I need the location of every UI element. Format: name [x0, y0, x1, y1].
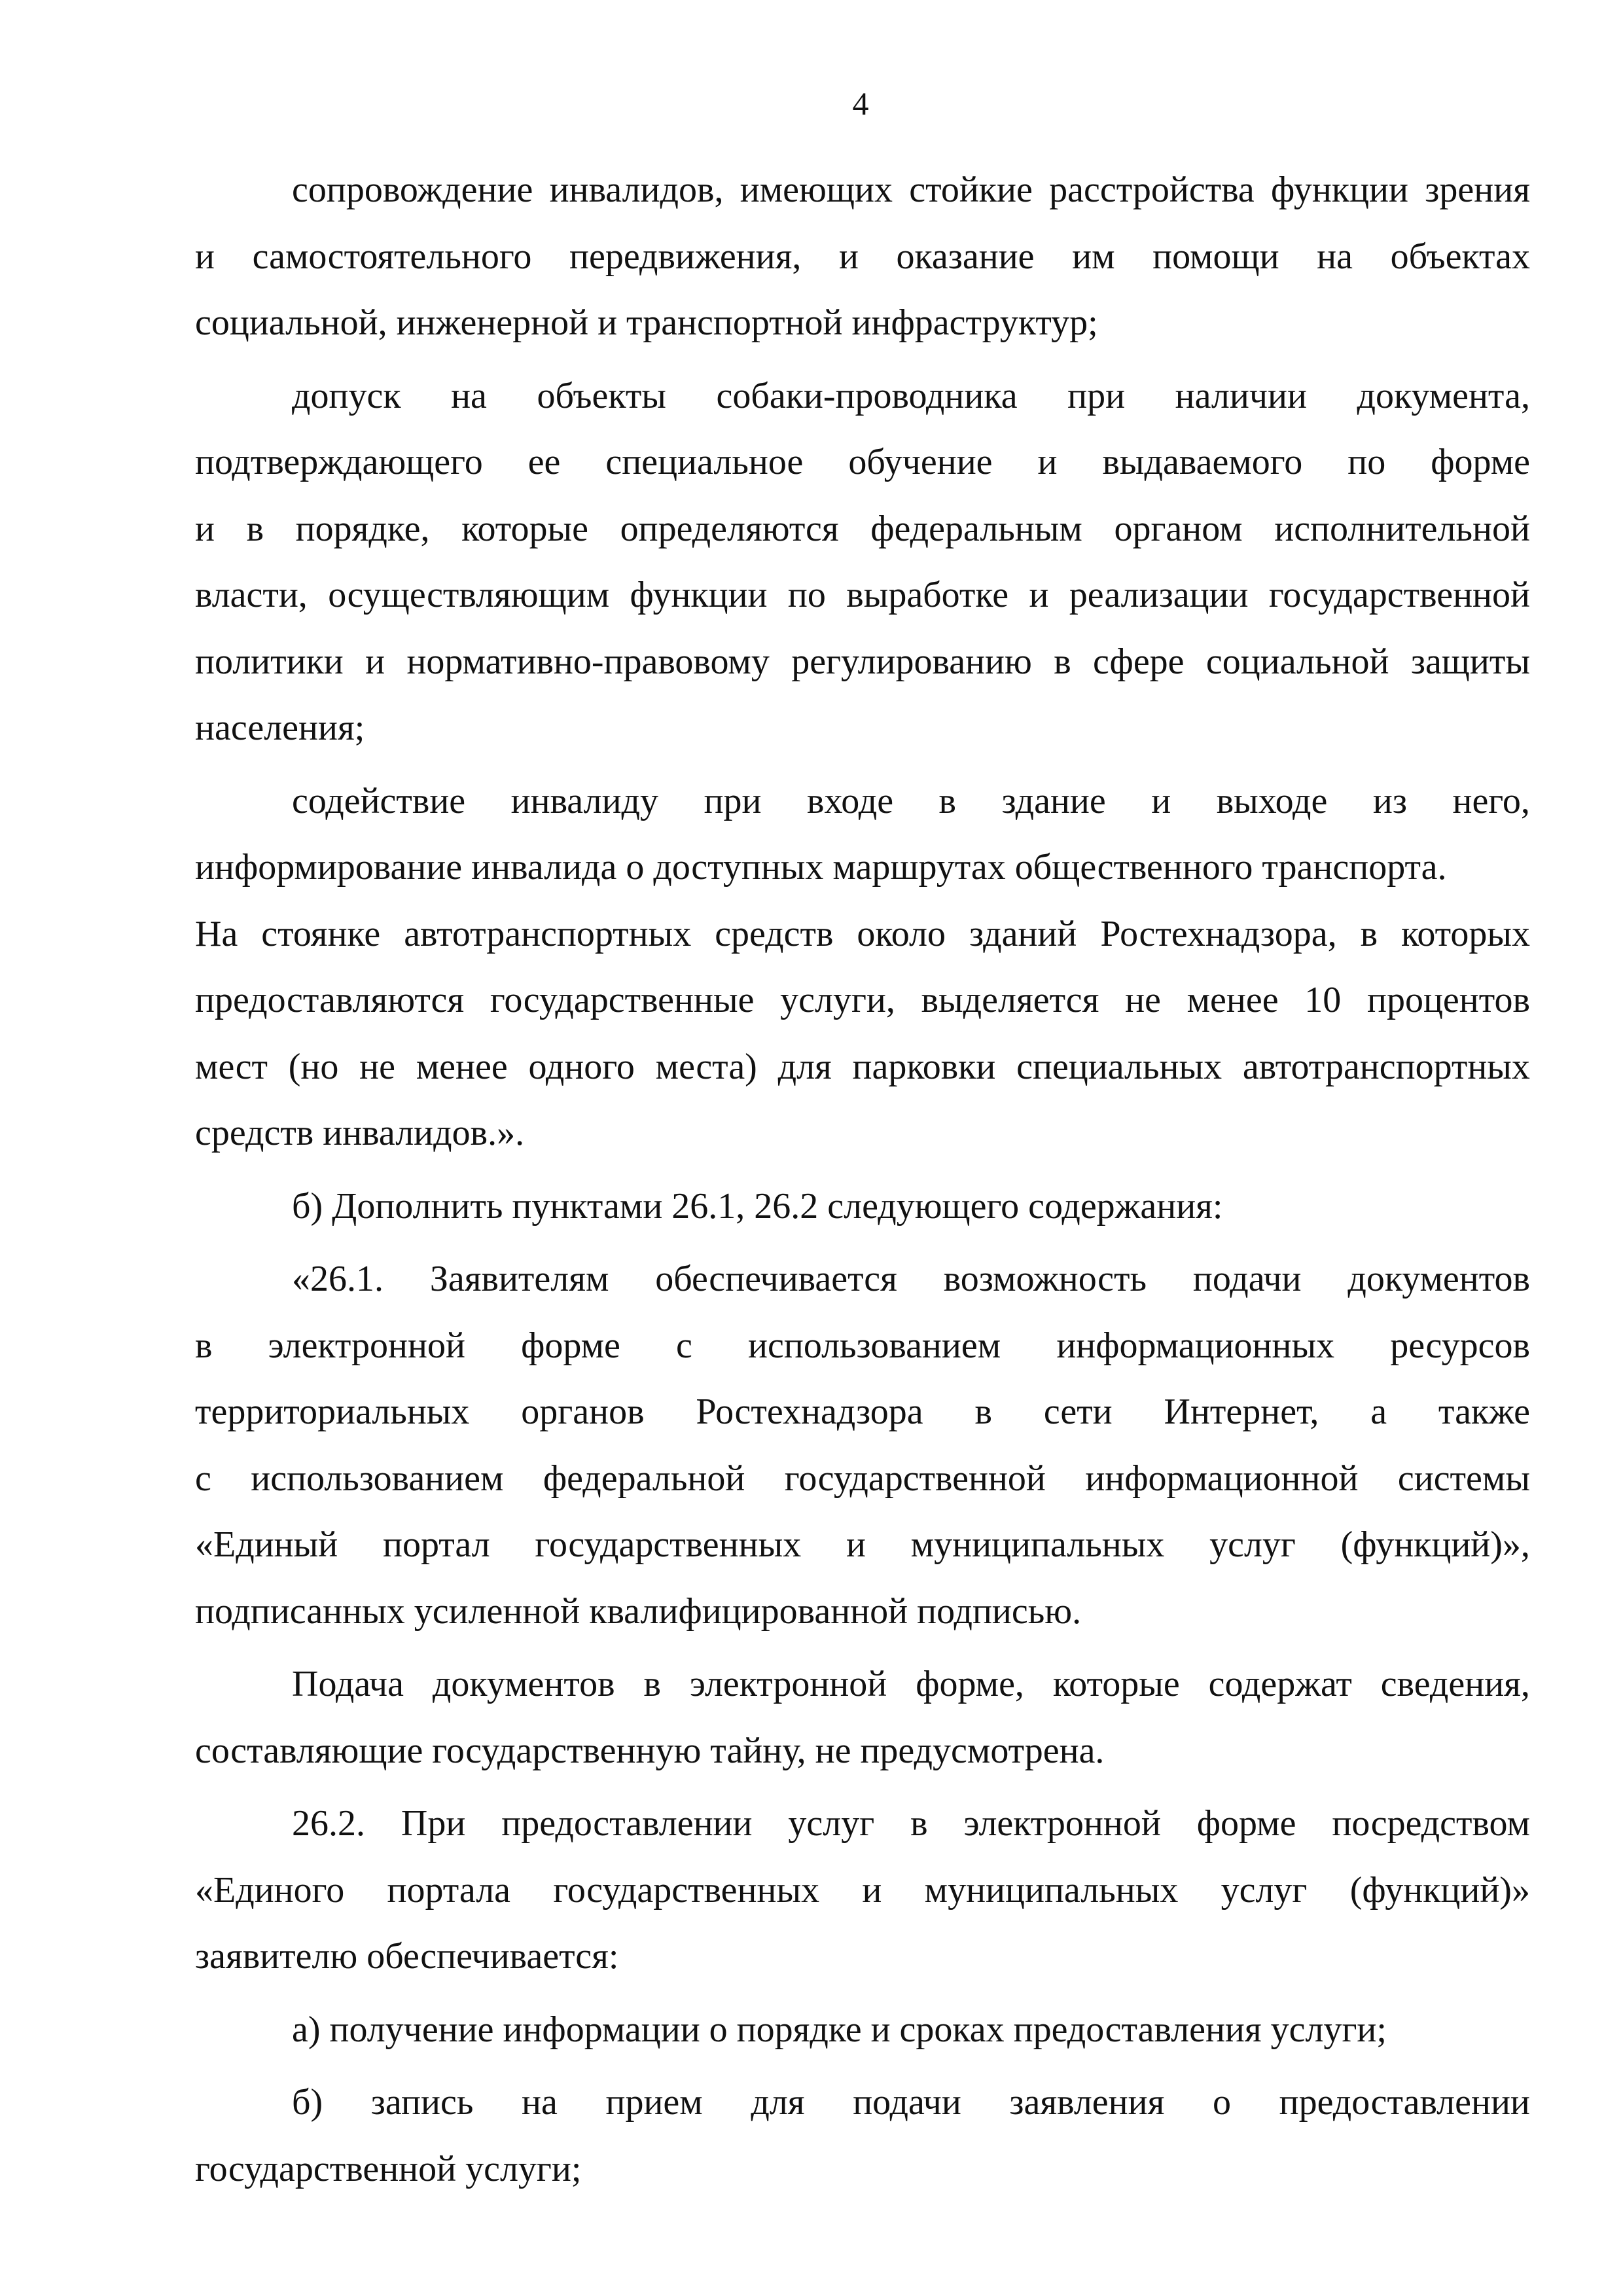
text-line	[195, 1246, 1530, 1313]
word: собаки-проводника	[716, 375, 1018, 416]
word: в	[1360, 913, 1378, 954]
word: выходе	[1216, 780, 1328, 821]
word: него,	[1452, 780, 1530, 821]
word: Заявителям	[429, 1259, 609, 1299]
word: по	[1347, 442, 1386, 482]
text-line	[195, 157, 1530, 224]
word: форме	[1196, 1803, 1296, 1844]
word: и	[862, 1869, 882, 1910]
word: форме	[1431, 442, 1530, 482]
word: наличии	[1175, 375, 1307, 416]
word: заявления	[1009, 2082, 1165, 2123]
word: 10	[1304, 980, 1342, 1020]
word: форме	[521, 1325, 620, 1366]
word: сети	[1043, 1391, 1113, 1432]
word: На	[195, 913, 238, 954]
word: объекты	[537, 375, 666, 416]
text-line	[195, 2136, 1530, 2203]
word: одного	[528, 1046, 635, 1087]
word: а) получение информации о порядке и сроках предоставления услуги;	[292, 2009, 1387, 2050]
word: обеспечивается	[655, 1259, 897, 1299]
word: выделяется	[921, 980, 1099, 1020]
word: услуг	[788, 1803, 875, 1844]
word: процентов	[1366, 980, 1530, 1020]
paragraph-p9	[195, 2070, 1530, 2202]
word: форме,	[916, 1664, 1024, 1704]
word: специальных	[1016, 1046, 1222, 1087]
word: и	[365, 641, 385, 682]
word: средств инвалидов.».	[195, 1113, 525, 1153]
word: и	[1029, 575, 1049, 615]
word: электронной	[963, 1803, 1161, 1844]
word: в	[195, 1325, 213, 1366]
text-line	[195, 290, 1530, 357]
word: б)	[292, 2082, 323, 2123]
word: (функций)»,	[1340, 1524, 1530, 1565]
word: в	[910, 1803, 928, 1844]
word: для	[751, 2082, 805, 2123]
word: федеральным	[870, 508, 1082, 549]
text-line	[195, 1718, 1530, 1785]
text-line	[195, 1379, 1530, 1446]
word: регулированию	[791, 641, 1032, 682]
word: содержат	[1208, 1664, 1352, 1704]
word: парковки	[852, 1046, 996, 1087]
paragraph-p2	[195, 363, 1530, 762]
word: подачи	[853, 2082, 961, 2123]
text-line	[195, 1857, 1530, 1924]
word: исполнительной	[1274, 508, 1530, 549]
word: политики	[195, 641, 344, 682]
word: прием	[605, 2082, 703, 2123]
word: запись	[370, 2082, 474, 2123]
word: допуск	[292, 375, 401, 416]
word: электронной	[689, 1664, 887, 1704]
word: менее	[416, 1046, 508, 1087]
word: оказание	[896, 236, 1035, 277]
word: в	[974, 1391, 992, 1432]
word: услуг	[1209, 1524, 1296, 1565]
text-line	[195, 363, 1530, 430]
word: и	[1151, 780, 1171, 821]
word: не	[1125, 980, 1161, 1020]
word: портала	[387, 1869, 511, 1910]
word: возможность	[943, 1259, 1147, 1299]
word: менее	[1186, 980, 1279, 1020]
word: документов	[1347, 1259, 1530, 1299]
word: и	[838, 236, 859, 277]
word: и	[1037, 442, 1058, 482]
word: автотранспортных	[404, 913, 692, 954]
word: и	[195, 508, 215, 549]
document-body	[195, 157, 1530, 2202]
word: инвалиду	[510, 780, 659, 821]
paragraph-p8	[195, 1997, 1530, 2064]
word: услуг	[1221, 1869, 1308, 1910]
word: функции	[630, 575, 768, 615]
text-line	[195, 1100, 1530, 1167]
text-line	[195, 768, 1530, 835]
word: выдаваемого	[1102, 442, 1303, 482]
word: содействие	[292, 780, 466, 821]
word: здание	[1001, 780, 1106, 821]
word: помощи	[1152, 236, 1279, 277]
word: в	[1054, 641, 1071, 682]
word: и	[195, 236, 215, 277]
word: инвалидов,	[549, 170, 724, 210]
word: Ростехнадзора,	[1100, 913, 1337, 954]
word: подачи	[1192, 1259, 1302, 1299]
word: составляющие государственную тайну, не предусмотрена.	[195, 1730, 1105, 1771]
paragraph-p3	[195, 768, 1530, 1167]
word: сведения,	[1380, 1664, 1530, 1704]
word: о	[1213, 2082, 1231, 2123]
word: определяются	[620, 508, 839, 549]
word: места)	[655, 1046, 757, 1087]
word: (функций)»	[1349, 1869, 1530, 1910]
word: «26.1.	[292, 1259, 383, 1299]
word: не	[359, 1046, 395, 1087]
word: специальное	[605, 442, 804, 482]
word: «Единый	[195, 1524, 338, 1565]
text-line	[195, 901, 1530, 968]
word: передвижения,	[569, 236, 802, 277]
word: имеющих	[740, 170, 893, 210]
text-line	[195, 1997, 1530, 2064]
word: порядке,	[295, 508, 430, 549]
word: в	[246, 508, 264, 549]
word: услуги,	[780, 980, 895, 1020]
word: объектах	[1390, 236, 1530, 277]
text-line	[195, 967, 1530, 1034]
word: для	[777, 1046, 832, 1087]
word: государственной услуги;	[195, 2148, 582, 2189]
text-line	[195, 1512, 1530, 1579]
text-line	[195, 1651, 1530, 1718]
word: сопровождение	[292, 170, 533, 210]
paragraph-p7	[195, 1791, 1530, 1990]
word: в	[938, 780, 956, 821]
word: При	[401, 1803, 466, 1844]
text-line	[195, 1924, 1530, 1990]
word: которые	[1052, 1664, 1180, 1704]
word: предоставлении	[501, 1803, 753, 1844]
word: расстройства	[1049, 170, 1255, 210]
text-line	[195, 1174, 1530, 1240]
word: подписанных усиленной квалифицированной подписью.	[195, 1590, 1082, 1632]
text-line	[195, 834, 1530, 901]
word: электронной	[268, 1325, 465, 1366]
word: автотранспортных	[1242, 1046, 1530, 1087]
word: органов	[521, 1391, 645, 1432]
text-line	[195, 1313, 1530, 1380]
word: из	[1372, 780, 1407, 821]
paragraph-p4	[195, 1174, 1530, 1240]
word: зрения	[1425, 170, 1530, 210]
text-line	[195, 562, 1530, 629]
text-line	[195, 695, 1530, 762]
word: функции	[1271, 170, 1408, 210]
paragraph-p1	[195, 157, 1530, 357]
word: и	[846, 1524, 866, 1565]
word: стойкие	[909, 170, 1033, 210]
word: заявителю обеспечивается:	[195, 1936, 619, 1977]
word: власти,	[195, 575, 308, 615]
word: с	[676, 1325, 692, 1366]
word: на	[1317, 236, 1353, 277]
word: а	[1370, 1391, 1387, 1432]
word: (но	[288, 1046, 339, 1087]
word: использованием	[748, 1325, 1001, 1366]
word: федеральной	[543, 1458, 745, 1499]
text-line	[195, 496, 1530, 563]
word: обучение	[848, 442, 993, 482]
word: государственной	[784, 1458, 1046, 1499]
word: сфере	[1093, 641, 1185, 682]
word: государственных	[535, 1524, 802, 1565]
text-line	[195, 224, 1530, 291]
word: предоставлении	[1279, 2082, 1530, 2123]
text-line	[195, 629, 1530, 696]
word: на	[522, 2082, 558, 2123]
paragraph-p6	[195, 1651, 1530, 1784]
word: муниципальных	[924, 1869, 1179, 1910]
word: мест	[195, 1046, 268, 1087]
word: государственных	[553, 1869, 820, 1910]
text-line	[195, 2070, 1530, 2136]
text-line	[195, 1791, 1530, 1857]
word: использованием	[251, 1458, 504, 1499]
word: «Единого	[195, 1869, 345, 1910]
word: информационных	[1056, 1325, 1335, 1366]
word: осуществляющим	[328, 575, 610, 615]
word: населения;	[195, 708, 365, 748]
word: на	[451, 375, 487, 416]
word: которых	[1401, 913, 1530, 954]
word: портал	[382, 1524, 490, 1565]
word: Интернет,	[1164, 1391, 1319, 1432]
text-line	[195, 429, 1530, 496]
word: им	[1072, 236, 1115, 277]
word: Подача	[292, 1664, 404, 1704]
word: информационной	[1085, 1458, 1359, 1499]
word: входе	[807, 780, 894, 821]
word: реализации	[1069, 575, 1249, 615]
word: самостоятельного	[252, 236, 532, 277]
word: около	[857, 913, 946, 954]
word: защиты	[1410, 641, 1530, 682]
word: которые	[461, 508, 588, 549]
word: органом	[1114, 508, 1243, 549]
word: государственные	[490, 980, 755, 1020]
word: системы	[1397, 1458, 1530, 1499]
word: Ростехнадзора	[696, 1391, 923, 1432]
word: б) Дополнить пунктами 26.1, 26.2 следующего содержания:	[292, 1185, 1223, 1227]
word: социальной, инженерной и транспортной инфраструктур;	[195, 302, 1098, 343]
word: выработке	[846, 575, 1009, 615]
word: в	[643, 1664, 661, 1704]
word: ее	[527, 442, 561, 482]
word: средств	[715, 913, 834, 954]
word: документов	[432, 1664, 615, 1704]
text-line	[195, 1446, 1530, 1513]
word: стоянке	[261, 913, 381, 954]
word: 26.2.	[292, 1803, 365, 1844]
word: ресурсов	[1390, 1325, 1530, 1366]
word: территориальных	[195, 1391, 470, 1432]
word: с	[195, 1458, 211, 1499]
word: посредством	[1332, 1803, 1530, 1844]
word: при	[704, 780, 762, 821]
word: муниципальных	[910, 1524, 1165, 1565]
word: при	[1067, 375, 1126, 416]
word: по	[787, 575, 826, 615]
word: подтверждающего	[195, 442, 483, 482]
word: предоставляются	[195, 980, 465, 1020]
word: также	[1438, 1391, 1530, 1432]
word: зданий	[969, 913, 1077, 954]
word: информирование инвалида о доступных маршрутах общественного транспорта.	[195, 847, 1447, 888]
word: нормативно-правовому	[406, 641, 770, 682]
word: документа,	[1357, 375, 1530, 416]
text-line	[195, 1579, 1530, 1645]
text-line	[195, 1034, 1530, 1101]
page-number: 4	[852, 85, 869, 122]
paragraph-p5	[195, 1246, 1530, 1645]
word: государственной	[1268, 575, 1530, 615]
word: социальной	[1205, 641, 1389, 682]
